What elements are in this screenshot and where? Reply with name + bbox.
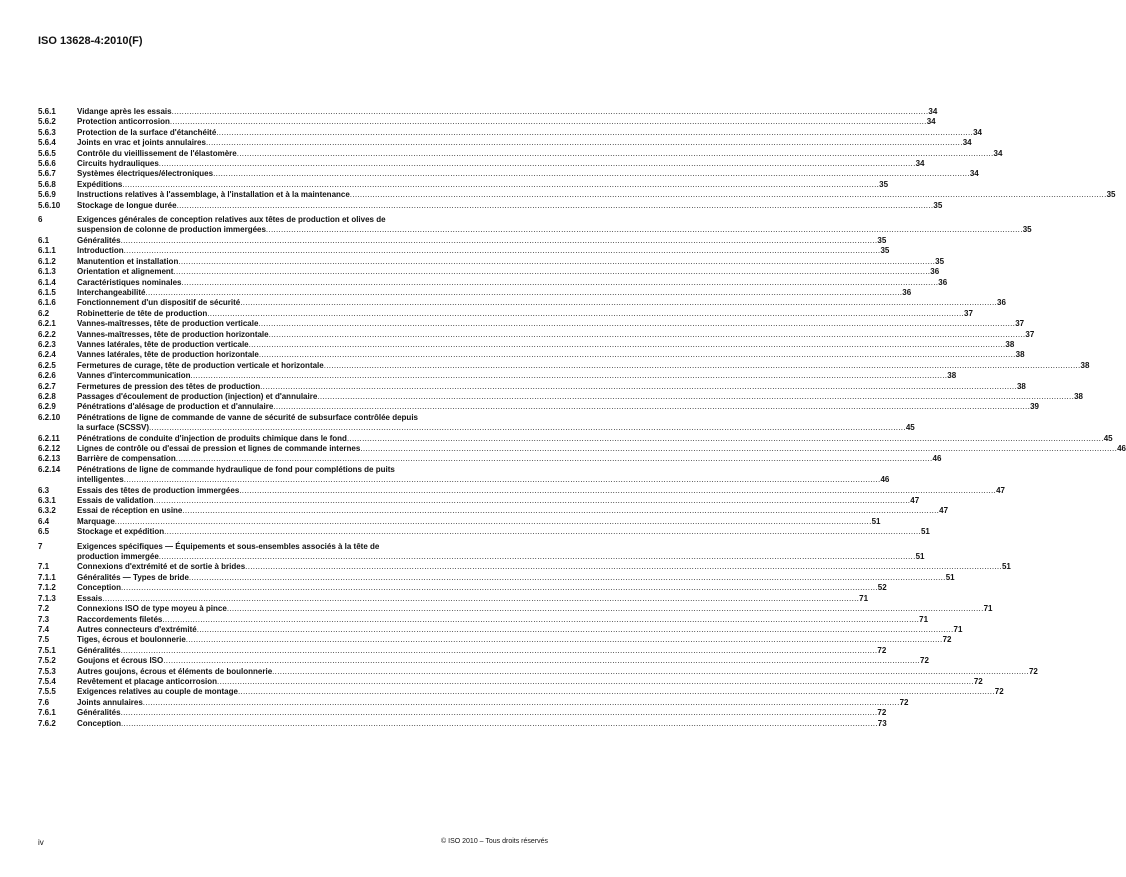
toc-entry-number: 7 [38,541,43,551]
toc-entry[interactable] [38,402,1039,412]
toc-entry-number: 6.3.1 [38,496,56,506]
toc-entry-number: 6.2.6 [38,371,56,381]
toc-entry-number: 6.2.11 [38,433,60,443]
toc-entry-number: 6.2.8 [38,391,56,401]
dot-leader: ............................................................................................................................................................................................................................................................................................................ [360,444,1118,453]
toc-entry-title: Autres goujons, écrous et éléments de boulonnerie [77,666,273,676]
dot-leader: ............................................................................................................................................................................................................................................................................................................ [121,718,878,728]
toc-entry-number: 7.2 [38,604,50,614]
toc-entry-page: 71 [919,614,929,624]
toc-entry-number: 6.2.13 [38,454,61,464]
toc-entry-number: 6.2.9 [38,402,56,412]
page-number: iv [38,838,44,847]
dot-leader: ............................................................................................................................................................................................................................................................................................................ [268,329,1026,339]
dot-leader: ............................................................................................................................................................................................................................................................................................................ [260,381,1017,391]
toc-entry-title: Caractéristiques nominales [77,277,182,287]
toc-entry-title: Joints annulaires [77,697,143,707]
dot-leader: ............................................................................................................................................................................................................................................................................................................ [123,475,881,485]
toc-entry-page: 47 [910,496,920,506]
toc-entry-number: 5.6.3 [38,127,56,137]
toc-entry-title: Pénétrations de ligne de commande hydraulique de fond pour complétions de puits [77,464,395,474]
toc-entry[interactable] [38,267,940,277]
toc-entry-number: 6.1.5 [38,287,56,297]
toc-entry-title: Marquage [77,516,115,526]
toc-entry-title: Systèmes électriques/électroniques [77,169,214,179]
toc-entry[interactable] [38,287,912,298]
toc-entry[interactable] [38,339,1015,350]
toc-entry-page: 45 [905,423,915,433]
toc-entry-title: Essais [77,593,103,603]
toc-entry[interactable] [38,624,963,635]
toc-entry[interactable] [38,604,993,614]
toc-entry-title: Protection anticorrosion [77,117,170,127]
toc-entry[interactable] [38,614,929,625]
dot-leader: ............................................................................................................................................................................................................................................................................................................ [237,687,995,697]
toc-entry[interactable] [38,656,929,666]
toc-entry-page: 36 [997,298,1006,308]
toc-entry-number: 6.1.1 [38,246,56,256]
toc-entry-title: Stockage et expédition [77,527,165,537]
dot-leader: ............................................................................................................................................................................................................................................................................................................ [205,138,963,148]
toc-entry-number: 7.1.1 [38,572,56,582]
toc-entry-title: Instructions relatives à l'assemblage, à l'installation et à la maintenance [77,190,350,200]
toc-entry-title: Circuits hydrauliques [77,159,159,169]
toc-entry-page: 51 [1001,562,1011,572]
toc-entry-page: 34 [928,107,938,116]
toc-entry[interactable] [38,433,1113,444]
toc-entry-title: Essai de réception en usine [77,506,183,516]
toc-entry-page: 38 [1080,360,1090,370]
dot-leader: ............................................................................................................................................................................................................................................................................................................ [163,656,921,666]
toc-entry-page: 36 [938,277,948,287]
toc-entry[interactable] [38,107,938,117]
toc-entry-page: 72 [973,676,983,686]
toc-entry-title: Vannes latérales, tête de production verticale [77,339,249,349]
toc-entry-page: 35 [1022,225,1032,235]
toc-entry[interactable] [38,215,1032,236]
toc-entry-page: 37 [1025,329,1035,339]
toc-entry-number: 7.1.2 [38,583,56,593]
toc-entry-number: 5.6.10 [38,200,61,210]
toc-entry-page: 72 [942,635,952,645]
toc-entry-page: 38 [947,371,957,381]
toc-entry-title: Revêtement et placage anticorrosion [77,676,218,686]
dot-leader: ............................................................................................................................................................................................................................................................................................................ [122,179,880,189]
toc-entry[interactable] [38,516,881,527]
toc-entry-title: Conception [77,718,121,728]
toc-entry-page: 35 [880,246,890,256]
dot-leader: ............................................................................................................................................................................................................................................................................................................ [240,298,998,308]
toc-entry-title: Exigences relatives au couple de montage [77,687,238,697]
toc-entry-page: 35 [933,200,943,210]
dot-leader: ............................................................................................................................................................................................................................................................................................................ [207,308,965,318]
dot-leader: ............................................................................................................................................................................................................................................................................................................ [169,117,927,127]
toc-entry-number: 6.1.2 [38,256,56,266]
toc-entry-title: Protection de la surface d'étanchéité [77,127,217,137]
toc-entry[interactable] [38,308,973,319]
toc-entry-page: 51 [945,572,955,582]
dot-leader: ............................................................................................................................................................................................................................................................................................................ [188,572,946,582]
toc-entry-title: production immergée [77,552,159,562]
toc-entry-title: intelligentes [77,475,124,485]
toc-entry-number: 5.6.7 [38,169,56,179]
toc-entry-title: la surface (SCSSV) [77,423,150,433]
toc-entry-title: Connexions ISO de type moyeu à pince [77,604,227,614]
dot-leader: ............................................................................................................................................................................................................................................................................................................ [248,339,1006,349]
toc-entry-title: Essais de validation [77,496,154,506]
toc-entry[interactable] [38,572,955,583]
toc-entry[interactable] [38,350,1025,360]
toc-entry-number: 7.6.2 [38,718,56,728]
toc-entry[interactable] [38,635,952,645]
toc-entry-page: 51 [915,552,925,562]
dot-leader: ............................................................................................................................................................................................................................................................................................................ [239,485,997,495]
toc-entry-number: 6.5 [38,527,50,537]
toc-entry[interactable] [38,391,1083,402]
toc-entry-page: 51 [920,527,930,537]
toc-entry[interactable] [38,277,948,288]
dot-leader: ............................................................................................................................................................................................................................................................................................................ [162,614,920,624]
toc-entry[interactable] [38,697,909,708]
toc-entry-page: 71 [953,624,963,634]
toc-entry-title: Expéditions [77,179,123,189]
toc-entry-title: Vidange après les essais [77,107,172,116]
toc-entry-number: 6.1.3 [38,267,56,277]
toc-entry-page: 38 [1074,391,1083,401]
toc-entry-number: 6.2.3 [38,339,56,349]
toc-entry-page: 35 [877,235,887,245]
dot-leader: ............................................................................................................................................................................................................................................................................................................ [236,148,994,158]
toc-entry-number: 6.1.4 [38,277,56,287]
dot-leader: ............................................................................................................................................................................................................................................................................................................ [149,423,906,433]
toc-entry-page: 38 [1016,381,1026,391]
toc-entry-page: 72 [994,687,1004,697]
toc-entry-page: 34 [926,117,936,127]
dot-leader: ............................................................................................................................................................................................................................................................................................................ [317,391,1075,401]
toc-entry[interactable] [38,506,949,516]
toc-entry-page: 47 [939,506,949,516]
toc-entry-number: 6 [38,215,43,225]
toc-entry-number: 5.6.4 [38,138,56,148]
toc-entry[interactable] [38,645,887,656]
toc-entry[interactable] [38,371,957,381]
toc-entry[interactable] [38,127,982,138]
dot-leader: ............................................................................................................................................................................................................................................................................................................ [120,235,878,245]
toc-entry-page: 71 [983,604,993,614]
toc-entry-title: Généralités [77,645,121,655]
toc-entry-title: Fermetures de pression des têtes de production [77,381,261,391]
dot-leader: ............................................................................................................................................................................................................................................................................................................ [171,107,929,116]
toc-entry-number: 7.5.3 [38,666,56,676]
toc-entry-page: 45 [1103,433,1113,443]
toc-entry[interactable] [38,527,930,537]
dot-leader: ............................................................................................................................................................................................................................................................................................................ [273,402,1031,412]
toc-entry-title: Orientation et alignement [77,267,174,277]
toc-entry-page: 72 [1028,666,1038,676]
toc-entry[interactable] [38,159,925,169]
toc-entry[interactable] [38,454,942,464]
toc-entry-title: Manutention et installation [77,256,179,266]
dot-leader: ............................................................................................................................................................................................................................................................................................................ [196,624,954,634]
toc-entry-page: 34 [915,159,925,169]
toc-entry-page: 34 [973,127,982,137]
toc-entry-number: 7.3 [38,614,50,624]
toc-entry-number: 6.3.2 [38,506,56,516]
toc-entry-title: Goujons et écrous ISO [77,656,164,666]
toc-entry[interactable] [38,718,887,729]
toc-entry[interactable] [38,235,887,246]
toc-entry-page: 37 [964,308,973,318]
toc-entry-number: 7.6 [38,697,50,707]
toc-entry-page: 39 [1030,402,1039,412]
toc-entry-number: 6.2.12 [38,444,61,453]
toc-entry-page: 46 [1117,444,1126,453]
toc-entry-page: 36 [930,267,940,277]
toc-entry-page: 38 [1005,339,1015,349]
toc-entry[interactable] [38,444,1126,454]
dot-leader: ............................................................................................................................................................................................................................................................................................................ [158,159,916,169]
dot-leader: ............................................................................................................................................................................................................................................................................................................ [349,190,1107,200]
toc-entry-title: Vannes-maîtresses, tête de production horizontale [77,329,269,339]
toc-entry[interactable] [38,360,1090,371]
toc-entry[interactable] [38,190,1116,200]
toc-entry[interactable] [38,485,1005,496]
dot-leader: ............................................................................................................................................................................................................................................................................................................ [272,666,1029,676]
toc-entry-page: 47 [996,485,1005,495]
dot-leader: ............................................................................................................................................................................................................................................................................................................ [346,433,1104,443]
dot-leader: ............................................................................................................................................................................................................................................................................................................ [158,552,916,562]
toc-entry-title: Tiges, écrous et boulonnerie [77,635,186,645]
toc-entry[interactable] [38,412,915,434]
dot-leader: ............................................................................................................................................................................................................................................................................................................ [164,527,921,537]
dot-leader: ............................................................................................................................................................................................................................................................................................................ [120,708,878,718]
toc-entry-number: 6.2.14 [38,464,61,474]
toc-entry[interactable] [38,381,1026,392]
toc-entry[interactable] [38,676,983,687]
toc-entry-number: 6.2.7 [38,381,56,391]
dot-leader: ............................................................................................................................................................................................................................................................................................................ [175,454,933,464]
toc-entry-number: 7.4 [38,624,50,634]
toc-entry-page: 73 [877,718,887,728]
toc-entry-title: Essais des têtes de production immergées [77,485,240,495]
toc-entry-number: 5.6.1 [38,107,56,116]
toc-entry-number: 5.6.9 [38,190,56,200]
toc-entry[interactable] [38,329,1035,340]
dot-leader: ............................................................................................................................................................................................................................................................................................................ [213,169,970,179]
dot-leader: ............................................................................................................................................................................................................................................................................................................ [217,676,974,686]
toc-entry-page: 35 [879,179,889,189]
toc-entry-title: Exigences spécifiques — Équipements et sous-ensembles associés à la tête de [77,541,380,551]
toc-entry-number: 5.6.8 [38,179,56,189]
dot-leader: ............................................................................................................................................................................................................................................................................................................ [226,604,984,614]
dot-leader: ............................................................................................................................................................................................................................................................................................................ [123,246,881,256]
toc-entry-page: 52 [877,583,887,593]
toc-entry-page: 35 [935,256,945,266]
toc-entry-number: 6.2.5 [38,360,56,370]
toc-entry[interactable] [38,298,1006,308]
dot-leader: ............................................................................................................................................................................................................................................................................................................ [145,287,903,297]
toc-entry-title: suspension de colonne de production immergées [77,225,266,235]
toc-entry[interactable] [38,666,1038,677]
toc-entry-page: 36 [902,287,912,297]
copyright-notice: © ISO 2010 – Tous droits réservés [441,838,548,845]
toc-entry-title: Robinetterie de tête de production [77,308,208,318]
toc-entry-number: 7.5 [38,635,50,645]
toc-entry[interactable] [38,708,887,718]
toc-entry[interactable] [38,200,943,211]
dot-leader: ............................................................................................................................................................................................................................................................................................................ [258,319,1016,329]
toc-entry[interactable] [38,246,890,256]
toc-entry-number: 5.6.5 [38,148,56,158]
dot-leader: ............................................................................................................................................................................................................................................................................................................ [153,496,911,506]
toc-entry-number: 5.6.6 [38,159,56,169]
toc-entry[interactable] [38,319,1025,329]
toc-entry-title: Fonctionnement d'un dispositif de sécurité [77,298,241,308]
toc-entry-number: 6.2 [38,308,50,318]
toc-entry-title: Connexions d'extrémité et de sortie à brides [77,562,246,572]
toc-entry-number: 6.1 [38,235,50,245]
dot-leader: ............................................................................................................................................................................................................................................................................................................ [258,350,1016,360]
toc-entry[interactable] [38,562,1011,572]
toc-entry-title: Pénétrations d'alésage de production et d'annulaire [77,402,274,412]
toc-entry-page: 37 [1015,319,1025,329]
toc-entry-page: 38 [1015,350,1025,360]
table-of-contents [38,107,1126,729]
toc-entry-number: 6.2.1 [38,319,56,329]
toc-entry-title: Joints en vrac et joints annulaires [77,138,206,148]
toc-entry-page: 34 [969,169,979,179]
dot-leader: ............................................................................................................................................................................................................................................................................................................ [216,127,974,137]
toc-entry-title: Vannes latérales, tête de production horizontale [77,350,259,360]
toc-entry[interactable] [38,583,887,593]
toc-entry-title: Stockage de longue durée [77,200,177,210]
toc-entry-page: 35 [1106,190,1116,200]
toc-entry-title: Raccordements filetés [77,614,163,624]
toc-entry-number: 6.2.10 [38,412,61,422]
toc-entry-number: 7.5.2 [38,656,56,666]
toc-entry-title: Généralités — Types de bride [77,572,189,582]
toc-entry-title: Introduction [77,246,124,256]
dot-leader: ............................................................................................................................................................................................................................................................................................................ [265,225,1023,235]
document-header: ISO 13628-4:2010(F) [38,35,143,47]
dot-leader: ............................................................................................................................................................................................................................................................................................................ [142,697,900,707]
toc-entry[interactable] [38,138,972,148]
dot-leader: ............................................................................................................................................................................................................................................................................................................ [245,562,1002,572]
toc-entry-title: Exigences générales de conception relatives aux têtes de production et olives de [77,215,386,225]
toc-entry-number: 6.2.4 [38,350,56,360]
toc-entry-number: 5.6.2 [38,117,56,127]
toc-entry-number: 7.1.3 [38,593,56,603]
dot-leader: ............................................................................................................................................................................................................................................................................................................ [102,593,860,603]
toc-entry[interactable] [38,256,945,267]
toc-entry[interactable] [38,687,1004,697]
toc-entry[interactable] [38,179,889,190]
toc-entry-page: 72 [899,697,909,707]
toc-entry-number: 7.6.1 [38,708,56,718]
toc-entry-title: Pénétrations de conduite d'injection de produits chimique dans le fond [77,433,347,443]
toc-entry-page: 71 [859,593,869,603]
toc-entry-number: 6.2.2 [38,329,56,339]
toc-entry-title: Interchangeabilité [77,287,146,297]
toc-entry-title: Généralités [77,235,121,245]
toc-entry-page: 34 [962,138,972,148]
toc-entry-number: 6.3 [38,485,50,495]
toc-entry[interactable] [38,169,979,179]
toc-entry-title: Fermetures de curage, tête de production verticale et horizontale [77,360,324,370]
toc-entry-number: 7.5.4 [38,676,56,686]
dot-leader: ............................................................................................................................................................................................................................................................................................................ [190,371,948,381]
dot-leader: ............................................................................................................................................................................................................................................................................................................ [121,583,878,593]
toc-entry-page: 72 [877,708,887,718]
toc-entry-number: 7.1 [38,562,50,572]
dot-leader: ............................................................................................................................................................................................................................................................................................................ [323,360,1081,370]
dot-leader: ............................................................................................................................................................................................................................................................................................................ [178,256,936,266]
toc-entry-page: 72 [920,656,929,666]
toc-entry-title: Barrière de compensation [77,454,176,464]
toc-entry[interactable] [38,148,1003,159]
toc-entry-page: 34 [993,148,1003,158]
toc-entry-title: Généralités [77,708,121,718]
toc-entry-page: 72 [877,645,887,655]
toc-entry-title: Autres connecteurs d'extrémité [77,624,197,634]
toc-entry-title: Passages d'écoulement de production (injection) et d'annulaire [77,391,318,401]
toc-entry-number: 6.4 [38,516,50,526]
dot-leader: ............................................................................................................................................................................................................................................................................................................ [120,645,878,655]
dot-leader: ............................................................................................................................................................................................................................................................................................................ [173,267,931,277]
toc-entry[interactable] [38,464,890,486]
toc-entry-title: Pénétrations de ligne de commande de vanne de sécurité de subsurface contrôlée depuis [77,412,418,422]
toc-entry[interactable] [38,593,869,604]
toc-entry-title: Lignes de contrôle ou d'essai de pression et lignes de commande internes [77,444,361,453]
toc-entry-number: 6.1.6 [38,298,56,308]
toc-entry-title: Vannes-maîtresses, tête de production verticale [77,319,259,329]
toc-entry-number: 7.5.1 [38,645,56,655]
toc-entry[interactable] [38,541,925,563]
toc-entry[interactable] [38,496,920,506]
toc-entry[interactable] [38,117,936,127]
toc-entry-number: 7.5.5 [38,687,56,697]
dot-leader: ............................................................................................................................................................................................................................................................................................................ [181,277,939,287]
dot-leader: ............................................................................................................................................................................................................................................................................................................ [185,635,943,645]
dot-leader: ............................................................................................................................................................................................................................................................................................................ [182,506,940,516]
toc-entry-title: Contrôle du vieillissement de l'élastomère [77,148,237,158]
toc-entry-title: Vannes d'intercommunication [77,371,191,381]
toc-entry-title: Conception [77,583,121,593]
toc-entry-page: 46 [932,454,942,464]
toc-entry-page: 51 [871,516,881,526]
dot-leader: ............................................................................................................................................................................................................................................................................................................ [114,516,872,526]
dot-leader: ............................................................................................................................................................................................................................................................................................................ [176,200,934,210]
toc-entry-page: 46 [880,475,890,485]
